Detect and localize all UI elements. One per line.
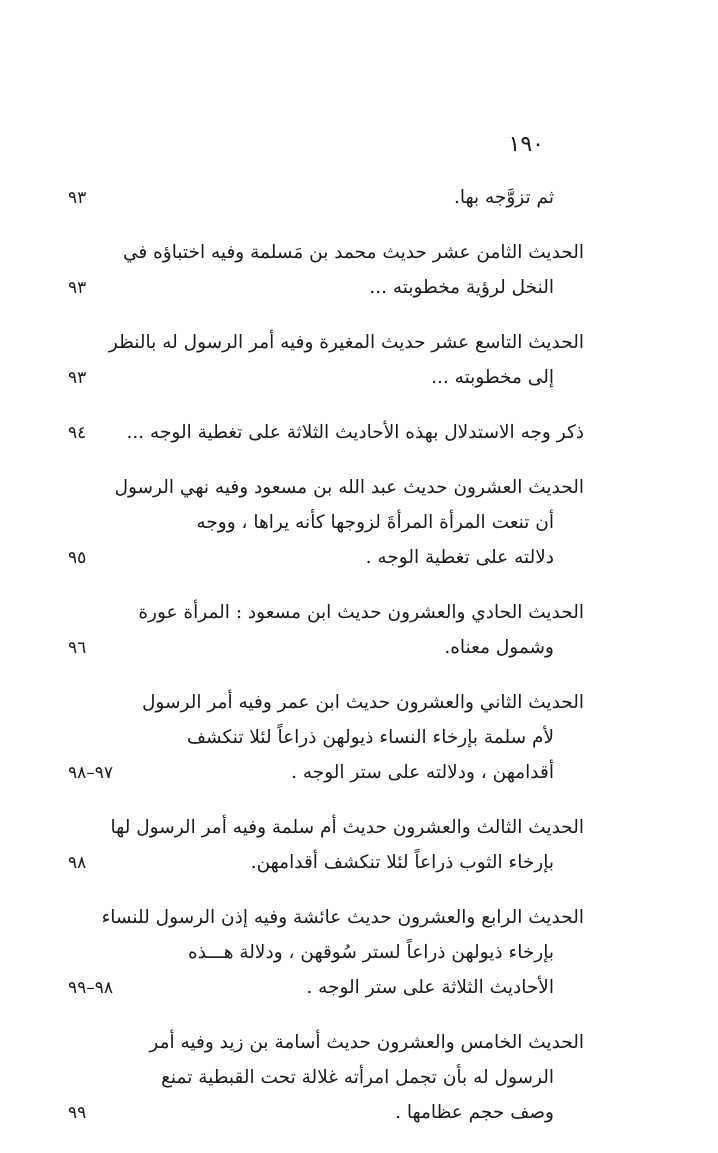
entry-line: الحديث الخامس والعشرون حديث أسامة بن زيد وفيه أمر bbox=[149, 1032, 584, 1053]
index-entry bbox=[68, 325, 584, 395]
entry-line: أن تنعت المرأة المرأةَ لزوجها كأنه يراها ، ووجه bbox=[196, 512, 554, 533]
page-reference: ٩٨ bbox=[68, 853, 87, 873]
entry-line: دلالته على تغطية الوجه . bbox=[365, 547, 554, 568]
entry-line: بإرخاء الثوب ذراعاً لئلا تنكشف أقدامهن. bbox=[250, 852, 554, 873]
entry-line: الحديث الثامن عشر حديث محمد بن مَسلمة وفيه اختباؤه في bbox=[122, 242, 584, 263]
entry-line: إلى مخطوبته ... bbox=[431, 367, 554, 388]
entry-line: الحديث الحادي والعشرون حديث ابن مسعود : المرأة عورة bbox=[138, 602, 584, 623]
page-reference: ٩٨–٩٩ bbox=[68, 978, 114, 998]
page-reference: ٩٥ bbox=[68, 548, 87, 568]
entry-line: بإرخاء ذيولهن ذراعاً لستر سُوقهن ، ودلالة هـــذه bbox=[188, 942, 554, 963]
entry-line: الحديث الثالث والعشرون حديث أم سلمة وفيه أمر الرسول لها bbox=[110, 817, 584, 838]
page-number: ١٩٠ bbox=[508, 132, 544, 157]
index-entry bbox=[68, 900, 584, 1005]
index-entry bbox=[68, 595, 584, 665]
entry-line: الأحاديث الثلاثة على ستر الوجه . bbox=[306, 977, 554, 998]
entry-line: ثم تزوَّجه بها. bbox=[453, 187, 554, 208]
index-entry bbox=[68, 470, 584, 575]
entry-line: الحديث الثاني والعشرون حديث ابن عمر وفيه أمر الرسول bbox=[141, 692, 584, 713]
index-entries bbox=[68, 180, 584, 1150]
entry-line: الرسول له بأن تجمل امرأته غلالة تحت القبطية تمنع bbox=[161, 1067, 554, 1088]
index-entry bbox=[68, 810, 584, 880]
entry-line: الحديث العشرون حديث عبد الله بن مسعود وفيه نهي الرسول bbox=[114, 477, 584, 498]
page-reference: ٩٦ bbox=[68, 638, 87, 658]
entry-line: ذكر وجه الاستدلال بهذه الأحاديث الثلاثة على تغطية الوجه ... bbox=[126, 422, 584, 443]
page-reference: ٩٣ bbox=[68, 278, 87, 298]
page-reference: ٩٣ bbox=[68, 368, 87, 388]
entry-line: أقدامهن ، ودلالته على ستر الوجه . bbox=[291, 762, 554, 783]
index-entry bbox=[68, 685, 584, 790]
page-reference: ٩٣ bbox=[68, 188, 87, 208]
index-entry bbox=[68, 235, 584, 305]
entry-line: النخل لرؤية مخطوبته ... bbox=[369, 277, 554, 298]
index-entry bbox=[68, 415, 584, 450]
index-entry bbox=[68, 1025, 584, 1130]
page-reference: ٩٤ bbox=[68, 423, 87, 443]
entry-line: وصف حجم عظامها . bbox=[395, 1102, 554, 1123]
page-reference: ٩٧–٩٨ bbox=[68, 763, 114, 783]
entry-line: الحديث التاسع عشر حديث المغيرة وفيه أمر الرسول له بالنظر bbox=[108, 332, 584, 353]
entry-line: الحديث الرابع والعشرون حديث عائشة وفيه إذن الرسول للنساء bbox=[101, 907, 584, 928]
entry-line: لأم سلمة بإرخاء النساء ذيولهن ذراعاً لئلا تنكشف bbox=[186, 727, 554, 748]
index-entry bbox=[68, 180, 584, 215]
page-reference: ٩٩ bbox=[68, 1103, 87, 1123]
entry-line: وشمول معناه. bbox=[444, 637, 554, 658]
